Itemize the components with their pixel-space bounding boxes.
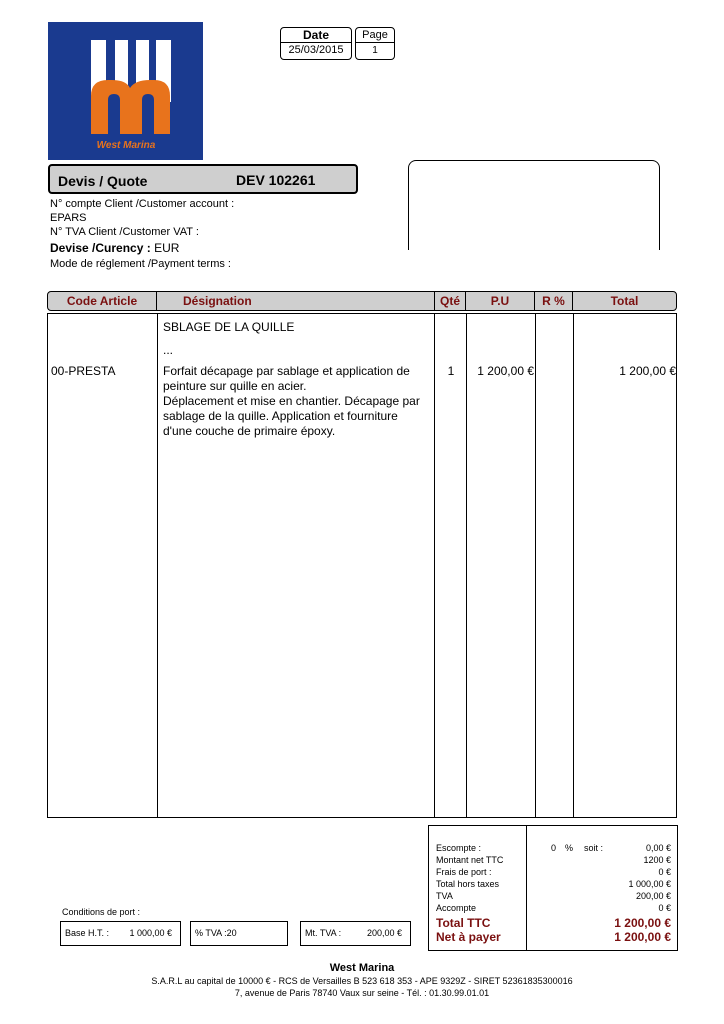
tva-rate-box xyxy=(190,921,288,946)
section-ellipsis: ... xyxy=(163,343,174,357)
total-ttc-value: 1 200,00 € xyxy=(614,916,671,930)
row-detail-line-3: d'une couche de primaire époxy. xyxy=(163,424,336,438)
row-detail-line-1: Déplacement et mise en chantier. Décapage par xyxy=(163,394,420,408)
net-to-pay-label: Net à payer xyxy=(436,930,501,944)
mt-tva-value: 200,00 € xyxy=(366,928,402,938)
total-ttc-label: Total TTC xyxy=(436,916,491,930)
quote-title-bar xyxy=(48,164,358,194)
items-table-body xyxy=(47,313,677,818)
escompte-percent-sign: % xyxy=(565,843,574,853)
date-box xyxy=(280,27,352,60)
base-ht-label: Base H.T. : xyxy=(65,928,110,938)
total-ht-value: 1 000,00 € xyxy=(628,879,671,889)
net-to-pay-value: 1 200,00 € xyxy=(614,930,671,944)
row-qty: 1 xyxy=(447,364,455,378)
currency-value: EUR xyxy=(154,241,180,255)
escompte-value: 0,00 € xyxy=(645,843,671,853)
currency-row xyxy=(50,241,179,255)
row-unit-price: 1 200,00 € xyxy=(477,364,534,378)
row-designation-line-1: Forfait décapage par sablage et application de xyxy=(163,364,410,378)
column-code xyxy=(48,314,158,817)
row-detail-line-2: sablage de la quille. Application et fourniture xyxy=(163,409,398,423)
quote-number: DEV 102261 xyxy=(236,172,316,188)
tva-value: 200,00 € xyxy=(635,891,671,901)
mt-tva-box xyxy=(300,921,411,946)
escompte-soit-label: soit : xyxy=(584,843,604,853)
customer-vat-label: N° TVA Client /Customer VAT : xyxy=(50,226,199,238)
totals-divider xyxy=(526,826,527,950)
row-code: 00-PRESTA xyxy=(51,364,116,378)
base-ht-value: 1 000,00 € xyxy=(129,928,172,938)
page-label: Page xyxy=(356,28,394,43)
header-qty: Qté xyxy=(435,292,466,310)
column-qty xyxy=(435,314,467,817)
tva-label: TVA xyxy=(436,891,453,901)
items-table-header xyxy=(47,291,677,311)
svg-text:West Marina: West Marina xyxy=(96,140,156,151)
header-unit-price: P.U xyxy=(466,292,535,310)
acompte-value: 0 € xyxy=(658,903,671,913)
address-box xyxy=(408,160,660,250)
date-value: 25/03/2015 xyxy=(288,44,344,56)
base-ht-box xyxy=(60,921,181,946)
header-discount: R % xyxy=(535,292,573,310)
quote-title: Devis / Quote xyxy=(58,173,148,189)
tva-rate: % TVA :20 xyxy=(195,928,237,938)
footer-company: West Marina xyxy=(329,962,395,974)
customer-account-label: N° compte Client /Customer account : xyxy=(50,198,235,210)
page-box xyxy=(355,27,395,60)
frais-port-value: 0 € xyxy=(658,867,671,877)
currency-label: Devise /Curency : xyxy=(50,241,151,255)
header-designation: Désignation xyxy=(157,292,435,310)
row-designation-line-2: peinture sur quille en acier. xyxy=(163,379,307,393)
date-label: Date xyxy=(281,28,351,43)
footer-address-line: 7, avenue de Paris 78740 Vaux sur seine - Tél. : 01.30.99.01.01 xyxy=(234,988,490,998)
page-value: 1 xyxy=(372,45,378,56)
escompte-percent: 0 xyxy=(551,843,557,853)
montant-net-label: Montant net TTC xyxy=(436,855,504,865)
total-ht-label: Total hors taxes xyxy=(436,879,500,889)
shipping-conditions-label: Conditions de port : xyxy=(62,907,141,917)
montant-net-value: 1200 € xyxy=(643,855,671,865)
section-title: SBLAGE DE LA QUILLE xyxy=(163,320,295,334)
acompte-label: Accompte xyxy=(436,903,477,913)
company-logo xyxy=(48,22,203,160)
customer-name: EPARS xyxy=(50,212,87,224)
header-total: Total xyxy=(610,294,639,308)
mt-tva-label: Mt. TVA : xyxy=(305,928,342,938)
frais-port-label: Frais de port : xyxy=(436,867,492,877)
row-total: 1 200,00 € xyxy=(619,364,676,378)
footer-legal-line: S.A.R.L au capital de 10000 € - RCS de Versailles B 523 618 353 - APE 9329Z - SIRET 52361835300016 xyxy=(151,976,573,986)
column-unit-price xyxy=(467,314,536,817)
column-discount xyxy=(536,314,574,817)
escompte-label: Escompte : xyxy=(436,843,482,853)
payment-terms-label: Mode de réglement /Payment terms : xyxy=(50,258,231,270)
totals-box xyxy=(428,825,678,951)
header-code-article: Code Article xyxy=(48,292,157,310)
